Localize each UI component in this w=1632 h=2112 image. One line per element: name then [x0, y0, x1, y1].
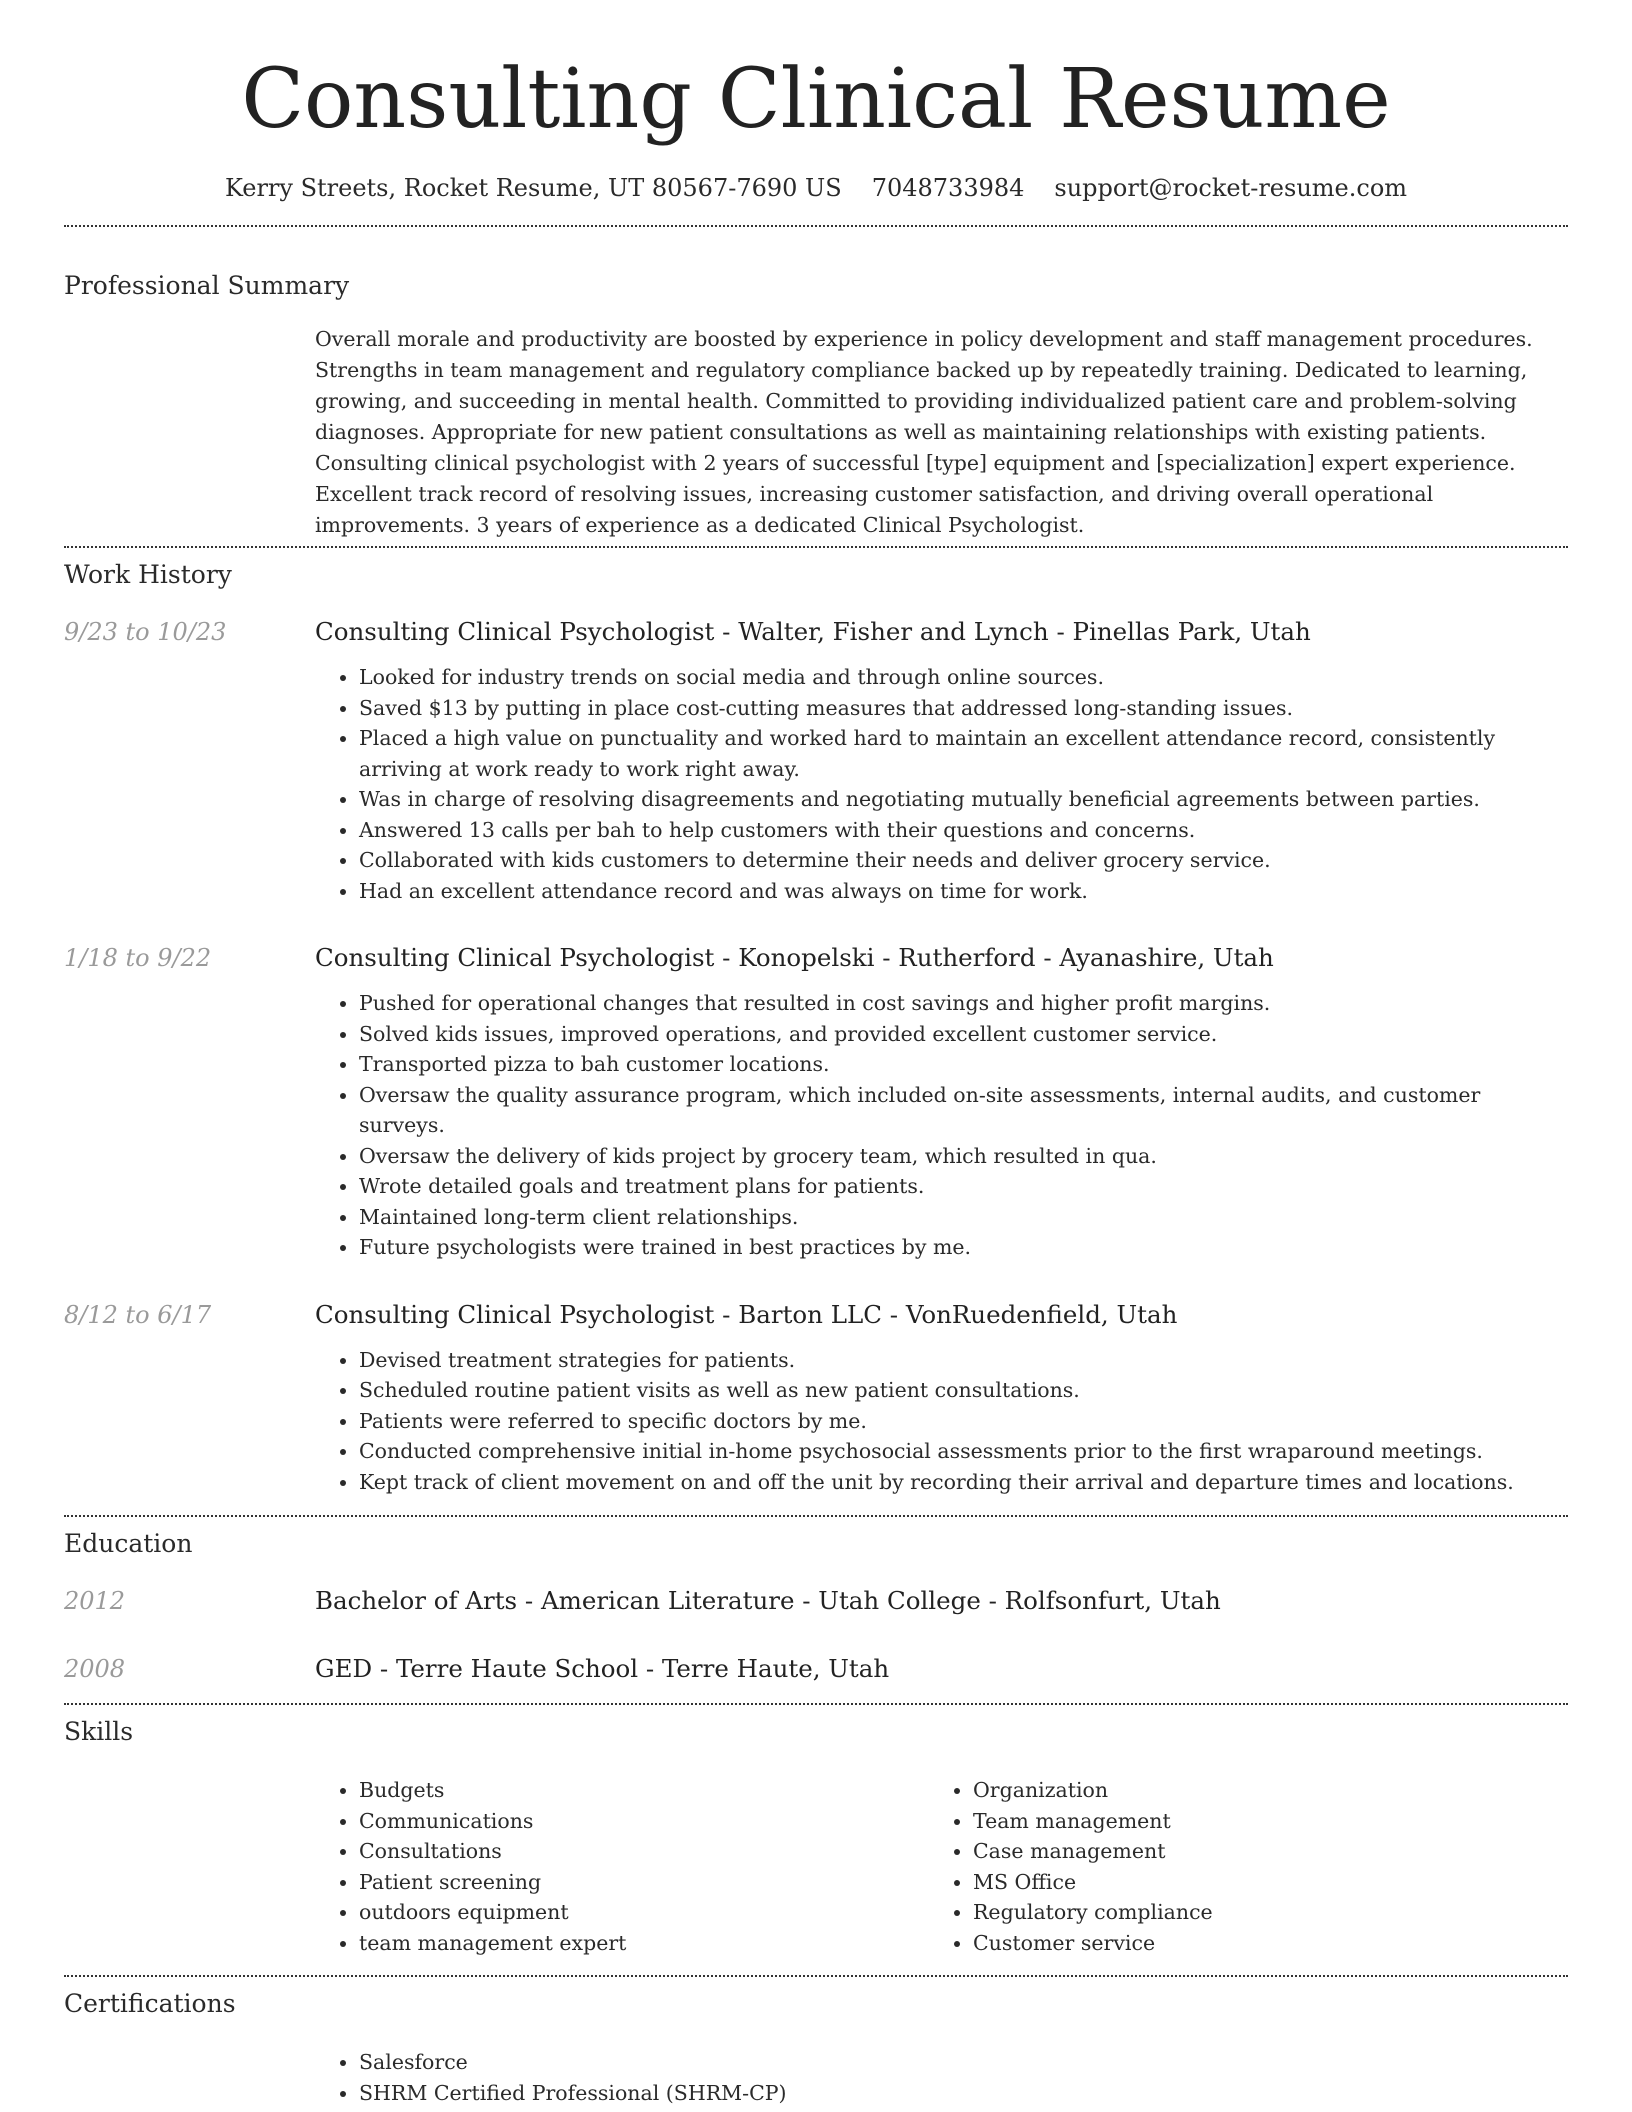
contact-email: support@rocket-resume.com: [1054, 174, 1408, 202]
job-dates: 1/18 to 9/22: [64, 944, 212, 972]
skill-item: • Case management: [973, 1836, 1543, 1867]
job-bullet: • Saved $13 by putting in place cost-cutting measures that addressed long-standing issues.: [359, 693, 1568, 724]
divider: [64, 225, 1568, 227]
contact-info: [64, 172, 1568, 204]
resume-title: Consulting Clinical Resume: [241, 52, 1391, 147]
job-bullet: • Conducted comprehensive initial in-home psychosocial assessments prior to the first wraparound meetings.: [359, 1436, 1568, 1467]
skill-item: • Communications: [359, 1806, 929, 1837]
certifications-spacer: [64, 2047, 315, 2108]
divider: [64, 1975, 1568, 1977]
job-bullet: • Answered 13 calls per bah to help customers with their questions and concerns.: [359, 815, 1568, 846]
skill-item: • Regulatory compliance: [973, 1897, 1543, 1928]
job-bullets: [315, 1345, 1568, 1498]
skill-item: • MS Office: [973, 1867, 1543, 1898]
job-bullet: • Oversaw the quality assurance program, which included on-site assessments, internal audits, and customer surveys.: [359, 1080, 1568, 1141]
job-content: [315, 942, 1568, 1263]
job-entry: [64, 616, 1568, 906]
section-title-work: Work History: [64, 560, 232, 589]
skill-item: • Organization: [973, 1775, 1543, 1806]
job-bullet: • Looked for industry trends on social media and through online sources.: [359, 662, 1568, 693]
certifications-row: [64, 2047, 1568, 2108]
job-title: Consulting Clinical Psychologist - Barton LLC - VonRuedenfield, Utah: [315, 1299, 1178, 1329]
job-bullets: [315, 988, 1568, 1263]
education-year: 2012: [64, 1587, 126, 1615]
section-title-summary: Professional Summary: [64, 271, 350, 300]
summary-content: [315, 324, 1568, 541]
resume-page: [64, 0, 1568, 2108]
contact-phone: 7048733984: [871, 174, 1025, 202]
summary-row: [64, 324, 1568, 541]
job-bullet: • Had an excellent attendance record and was always on time for work.: [359, 876, 1568, 907]
section-title-certifications: Certifications: [64, 1989, 236, 2018]
job-bullet: • Solved kids issues, improved operations, and provided excellent customer service.: [359, 1019, 1568, 1050]
job-bullet: • Oversaw the delivery of kids project by grocery team, which resulted in qua.: [359, 1141, 1568, 1172]
certifications-list: [315, 2047, 1568, 2108]
skill-item: • outdoors equipment: [359, 1897, 929, 1928]
job-bullets: [315, 662, 1568, 906]
education-year: 2008: [64, 1655, 126, 1683]
job-bullet: • Was in charge of resolving disagreements and negotiating mutually beneficial agreements between parties.: [359, 784, 1568, 815]
divider: [64, 1703, 1568, 1705]
summary-text: Overall morale and productivity are boosted by experience in policy development and staff management procedures. Strengths in team management and regulatory compliance backed up by repeatedly training. Dedicated to learning, growing, and succeeding in mental health. Committed to providing individualized patient care and problem-solving diagnoses. Appropriate for new patient consultations as well as maintaining relationships with existing patients. Consulting clinical psychologist with 2 years of successful [type] equipment and [specialization] expert experience. Excellent track record of resolving issues, increasing customer satisfaction, and driving overall operational improvements. 3 years of experience as a dedicated Clinical Psychologist.: [315, 327, 1533, 537]
job-content: [315, 616, 1568, 906]
section-title-education: Education: [64, 1529, 193, 1558]
job-bullet: • Scheduled routine patient visits as well as new patient consultations.: [359, 1375, 1568, 1406]
job-title: Consulting Clinical Psychologist - Walter, Fisher and Lynch - Pinellas Park, Utah: [315, 617, 1311, 646]
skills-columns: [315, 1775, 1568, 1958]
job-bullet: • Future psychologists were trained in best practices by me.: [359, 1232, 1568, 1263]
job-bullet: • Patients were referred to specific doctors by me.: [359, 1406, 1568, 1437]
job-bullet: • Placed a high value on punctuality and worked hard to maintain an excellent attendance record, consistently arriving at work ready to work right away.: [359, 723, 1568, 784]
certifications-content: [315, 2047, 1568, 2108]
summary-spacer: [64, 324, 315, 541]
skill-item: • Patient screening: [359, 1867, 929, 1898]
education-entry: [64, 1653, 1568, 1685]
job-bullet: • Devised treatment strategies for patients.: [359, 1345, 1568, 1376]
skill-item: • Consultations: [359, 1836, 929, 1867]
education-entry: [64, 1585, 1568, 1617]
section-title-skills: Skills: [64, 1717, 134, 1746]
job-entry: [64, 942, 1568, 1263]
skill-item: • Customer service: [973, 1928, 1543, 1959]
certification-item: • SHRM Certified Professional (SHRM-CP): [359, 2078, 1568, 2109]
job-bullet: • Maintained long-term client relationships.: [359, 1202, 1568, 1233]
job-bullet: • Kept track of client movement on and off the unit by recording their arrival and departure times and locations.: [359, 1467, 1568, 1498]
job-bullet: • Collaborated with kids customers to determine their needs and deliver grocery service.: [359, 845, 1568, 876]
job-bullet: • Wrote detailed goals and treatment plans for patients.: [359, 1171, 1568, 1202]
skills-list-right: [929, 1775, 1543, 1958]
divider: [64, 1515, 1568, 1517]
divider: [64, 546, 1568, 548]
job-content: [315, 1299, 1568, 1498]
skill-item: • Budgets: [359, 1775, 929, 1806]
skills-spacer: [64, 1775, 315, 1958]
job-dates: 9/23 to 10/23: [64, 618, 227, 646]
education-degree: Bachelor of Arts - American Literature - Utah College - Rolfsonfurt, Utah: [315, 1586, 1221, 1615]
skills-list-left: [315, 1775, 929, 1958]
job-bullet: • Transported pizza to bah customer locations.: [359, 1049, 1568, 1080]
job-entry: [64, 1299, 1568, 1498]
job-bullet: • Pushed for operational changes that resulted in cost savings and higher profit margins.: [359, 988, 1568, 1019]
job-dates: 8/12 to 6/17: [64, 1300, 212, 1329]
skill-item: • team management expert: [359, 1928, 929, 1959]
job-title: Consulting Clinical Psychologist - Konopelski - Rutherford - Ayanashire, Utah: [315, 943, 1274, 972]
certification-item: • Salesforce: [359, 2047, 1568, 2078]
education-degree: GED - Terre Haute School - Terre Haute, Utah: [315, 1654, 890, 1683]
contact-address: Kerry Streets, Rocket Resume, UT 80567-7690 US: [224, 174, 842, 202]
skills-row: [64, 1775, 1568, 1958]
skill-item: • Team management: [973, 1806, 1543, 1837]
